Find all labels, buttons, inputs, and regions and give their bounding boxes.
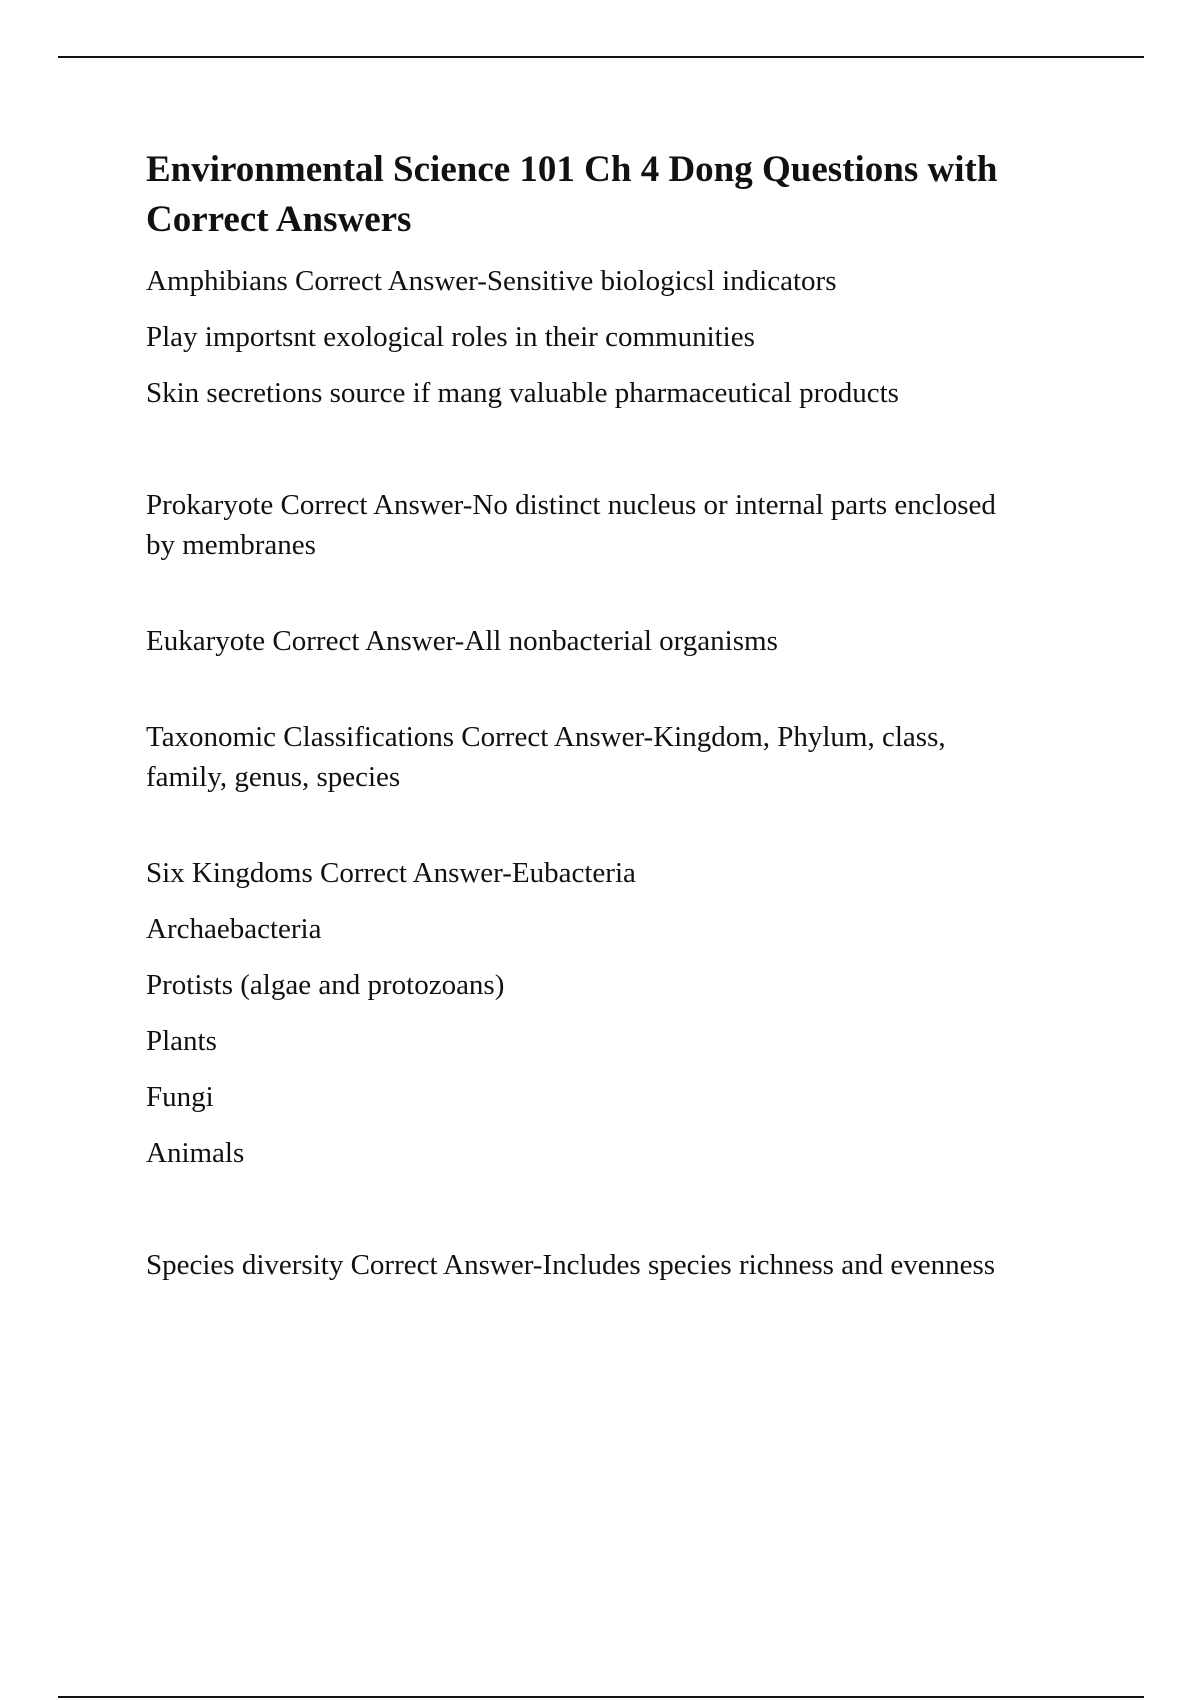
entry-text: Prokaryote Correct Answer-No distinct nucleus or internal parts enclosed by membranes: [146, 489, 996, 561]
entry-line: Amphibians Correct Answer-Sensitive biologicsl indicators: [146, 265, 837, 297]
document-title: Environmental Science 101 Ch 4 Dong Questions with Correct Answers: [146, 149, 998, 240]
entry-line: Play importsnt exological roles in their communities: [146, 321, 755, 353]
entry-text: Taxonomic Classifications Correct Answer-Kingdom, Phylum, class, family, genus, species: [146, 721, 946, 793]
entry-text: Eukaryote Correct Answer-All nonbacterial organisms: [146, 625, 778, 657]
entry-line: Six Kingdoms Correct Answer-Eubacteria: [146, 857, 636, 889]
entry-line: Archaebacteria: [146, 913, 322, 945]
qa-entry-eukaryote: [146, 621, 1086, 661]
qa-entry-species-diversity: [146, 1245, 1016, 1285]
qa-entry-six-kingdoms: [146, 853, 1086, 1173]
bottom-rule: [58, 1696, 1144, 1698]
entry-line: Protists (algae and protozoans): [146, 969, 505, 1001]
top-rule: [58, 56, 1144, 58]
entry-line: Fungi: [146, 1081, 214, 1113]
entry-line: Skin secretions source if mang valuable pharmaceutical products: [146, 377, 899, 409]
document-body: [146, 145, 1086, 1285]
entry-line: Animals: [146, 1137, 245, 1169]
qa-entry-prokaryote: [146, 485, 1016, 565]
entry-text: Species diversity Correct Answer-Includes species richness and evenness: [146, 1249, 996, 1281]
qa-entry-amphibians: [146, 261, 1086, 413]
qa-entry-taxonomic: [146, 717, 1016, 797]
entry-line: Plants: [146, 1025, 217, 1057]
